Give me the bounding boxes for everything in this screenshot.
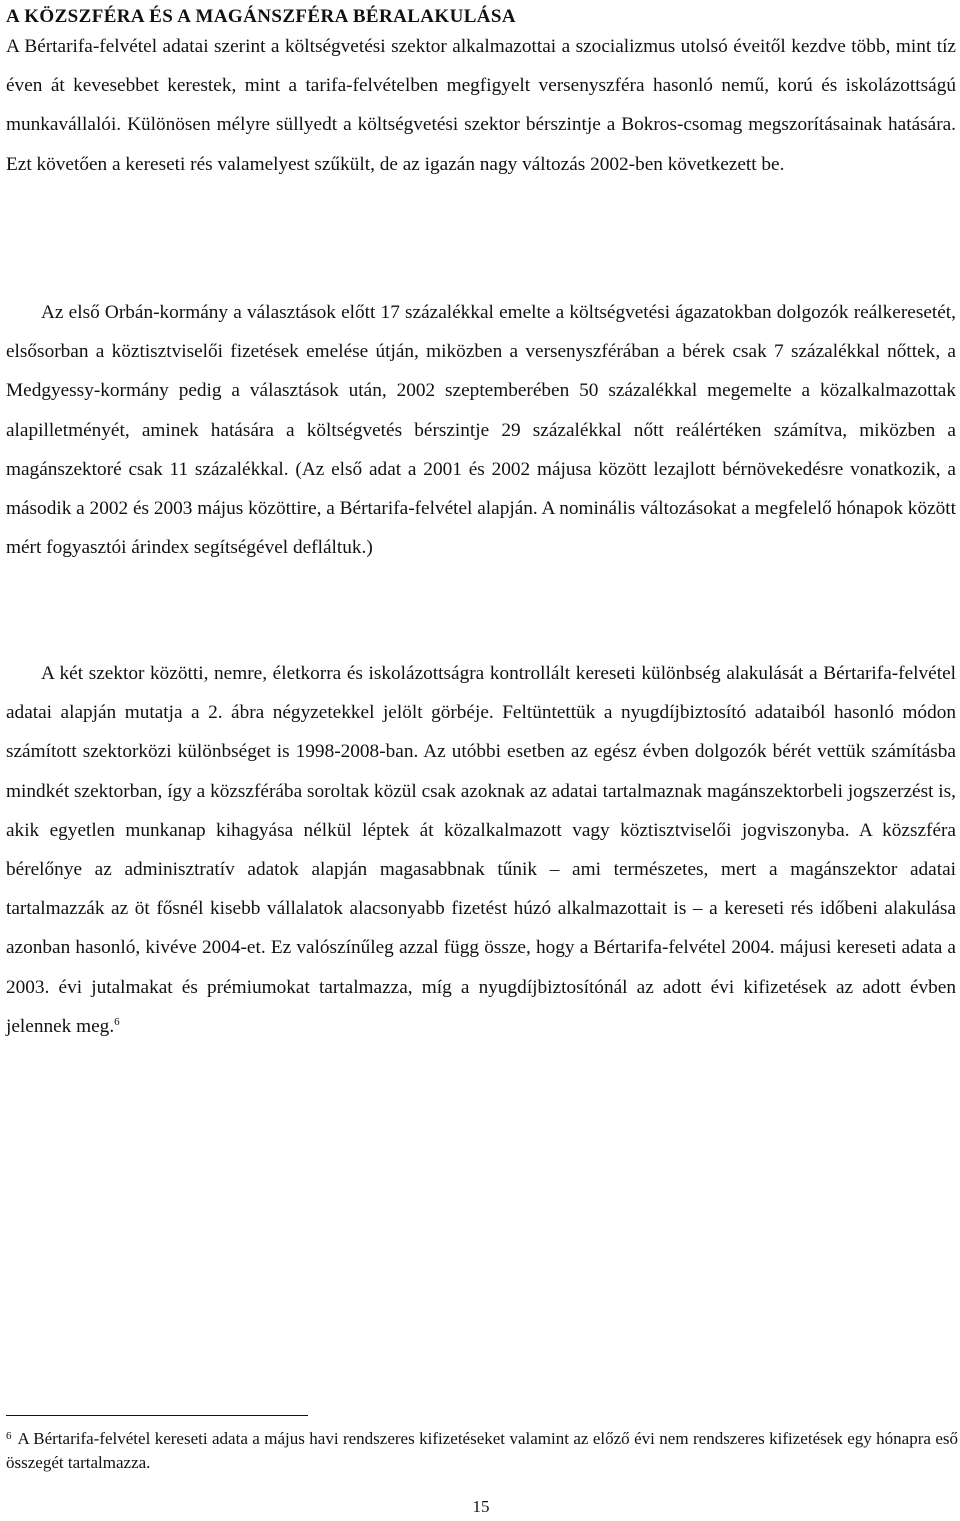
- footnote-number: 6: [6, 1430, 12, 1442]
- paragraph-1: A Bértarifa-felvétel adatai szerint a költségvetési szektor alkalmazottai a szocializmus utolsó éveitől kezdve több, mint tíz éven át kevesebbet kerestek, mint a tarifa-felvételben megfigyelt versenyszféra hasonló nemű, korú és iskolázottságú munkavállalói. Különösen mélyre süllyedt a költségvetési szektor bérszintje a Bokros-csomag megszorításainak hatására. Ezt követően a kereseti rés valamelyest szűkült, de az igazán nagy változás 2002-ben következett be.: [6, 36, 956, 175]
- footnote: [6, 1427, 958, 1475]
- paragraph-3: [6, 654, 956, 1046]
- footnote-text: A Bértarifa-felvétel kereseti adata a május havi rendszeres kifizetéseket valamint az előző évi nem rendszeres kifizetések egy hónapra eső összegét tartalmazza.: [6, 1429, 958, 1472]
- paragraph-3-text: A két szektor közötti, nemre, életkorra és iskolázottságra kontrollált kereseti különbség alakulását a Bértarifa-felvétel adatai alapján mutatja a 2. ábra négyzetekkel jelölt görbéje. Feltüntettük a nyugdíjbiztosító adataiból hasonló módon számított szektorközi különbséget is 1998-2008-ban. Az utóbbi esetben az egész évben dolgozók bérét vettük számításba mindkét szektorban, így a közszférába soroltak közül csak azoknak az adatai tartalmaznak magánszektorbeli jogszerzést is, akik egyetlen munkanap kihagyása nélkül léptek át közalkalmazott vagy köztisztviselői jogviszonyba. A közszféra bérelőnye az adminisztratív adatok alapján magasabbnak tűnik – ami természetes, mert a magánszektor adatai tartalmazzák az öt fősnél kisebb vállalatok alacsonyabb fizetést húzó alkalmazottait is – a kereseti rés időbeni alakulása azonban hasonló, kivéve 2004-et. Ez valószínűleg azzal függ össze, hogy a Bértarifa-felvétel 2004. májusi kereseti adata a 2003. évi jutalmakat és prémiumokat tartalmazza, míg a nyugdíjbiztosítónál az adott évi kifizetések az adott évben jelennek meg.: [6, 663, 956, 1037]
- footnote-reference: 6: [114, 1015, 120, 1028]
- page-number: 15: [472, 1497, 490, 1516]
- paragraph-2: Az első Orbán-kormány a választások előtt 17 százalékkal emelte a költségvetési ágazatokban dolgozók reálkeresetét, elsősorban a köztisztviselői fizetések emelése útján, miközben a versenyszférában a bérek csak 7 százalékkal nőttek, a Medgyessy-kormány pedig a választások után, 2002 szeptemberében 50 százalékkal megemelte a közalkalmazottak alapilletményét, aminek hatására a költségvetés bérszintje 29 százalékkal nőtt reálértéken számítva, miközben a magánszektoré csak 11 százalékkal. (Az első adat a 2001 és 2002 májusa között lezajlott bérnövekedésre vonatkozik, a második a 2002 és 2003 május közöttire, a Bértarifa-felvétel alapján. A nominális változásokat a megfelelő hónapok között mért fogyasztói árindex segítségével defláltuk.): [6, 302, 956, 559]
- section-title: A KÖZSZFÉRA ÉS A MAGÁNSZFÉRA BÉRALAKULÁSA: [6, 6, 516, 27]
- footnote-separator: [6, 1415, 308, 1416]
